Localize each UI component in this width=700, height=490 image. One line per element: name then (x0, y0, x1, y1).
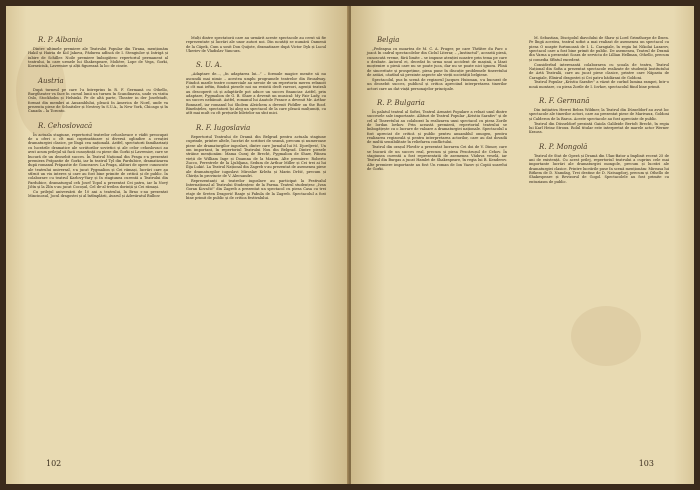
paragraph: Spectacolul, pus în scenă de regizorul Jacques Huisman, s-a bucurat de un deosebit succes, publicul și critica apreciind interpretarea tinerilor actori care au dat viață personajelor principale. (367, 77, 507, 91)
paragraph: Cu prilejul aniversării de 10 ani a teatrului, la Brno s-au prezentat Mincinosul, Jocul dragostei și al întîmplării, Avarul și Adevăratul Bulbov. (28, 189, 168, 199)
right-column-2 (529, 36, 669, 185)
paragraph: M. Sebastian, Discipolul diavolului de Shaw și Lord Grimthorpe de Ibsen. Pe lîngă acestea, teatrul sofiot a mai realizat de asemenea un spectacol cu piesa O noapte furtunoasă de I. L. Caragiale, în regia lui Nikolai Lazarov, spectacol care a fost bine primit de public. De asemenea, Teatrul de Dramă din Varna a prezentat Scara de serviciu de Lillian Hellman, Othello, precum și comedia Sfîntul excedent. (529, 36, 669, 62)
paragraph: Mulți dintre spectatorii care au urmărit aceste spectacole au cerut să fie reprezentate și lucrări ale unor autori noi. Din noutăți se numără Oamenii de la Căpek, Cum a sosit Don Quijote, dramatizare după Victor Dyk și Lucul Ukeriev de Vladislav Vancura. (186, 36, 326, 54)
paragraph: După turneul pe care l-a întreprins în R. F. Germană cu Othello, Burgtheater va face în cursul lunii un turneu în Scandinavia, unde va vizita Oslo, Stockholm și Helsinki. Pe de altă parte, Theater in der Josefstadt, format din membri ai Ansamblului, pleacă în America de Nord, unde va prezenta piese de Schnitzler și Nestroy în S.U.A., la New York, Chicago și în Canada – la Toronto. (28, 87, 168, 114)
paragraph: În palatul teatral al Sofiei, Teatrul Armatei Populare a reluat unul dintre succesele sale importante. Alături de Teatrul Popular „Kristiu Sarafov” și de cel al Tineretului au colaborat la realizarea unui spectacol cu piesa Zorile de Iordan Iovkov. Prin această premieră, repertoriul teatrului se îmbogățește cu o lucrare de valoare a dramaturgiei naționale. Spectacolul a fost apreciat de critică și public pentru ansamblul omogen, pentru realizarea regizorală și pentru interpretarea actorilor, care au dat dovadă de multă sensibilitate în reliefarea conflictului. (367, 109, 507, 145)
paragraph: Teatrul din Düsseldorf prezintă Gaiola Galileide Bertolt Brecht, în regia lui Karl Heinz Stroux. Rolul titular este interpretat de marele actor Werner Krauss. (529, 121, 669, 135)
paragraph: Considerînd interesantă colaborarea cu școala de teatru, Teatrul Național din Sofia a prezentat spectacole realizate de studenții Institutului de Artă Teatrală, care au jucat piese clasice, printre care Năpasta de Caragiale, Elixirul dragostei și Cei patru bădărani de Goldoni. (529, 62, 669, 80)
right-column-1 (367, 36, 507, 172)
section-heading: R. F. Iugoslavia (196, 123, 251, 132)
section-heading: Austria (38, 76, 64, 85)
paragraph: Reprezentanți ai teatrelor iugoslave au participat la Festivalul Internațional al Teatrului Studențesc de la Parma. Teatrul studențesc „Ivan Goran Kovačić” din Zagreb a prezentat un spectacol cu piesa Casa cu trei etaje de Sreten Dragović Ranje și Fabula de la Zagreb. Spectacolul a fost bine primit de public și de critica festivalului. (186, 178, 326, 201)
paragraph: „Adaptare de..., „în adaptarea lui...” – formule magice menite să nu ascundă mai nimic – acestea umplu programele teatrelor din Broadway. Fiindcă marile teatre comerciale au nevoie de un repertoriu mereu reînnoit și cît mai ieftin, fiindcă piesele noi nu rezistă decît rareori, agenții teatrali au descoperit că și adaptările pot aduce un succes financiar. Astfel, prin adaptare, Pygmalion de G. B. Shaw a devenit un musical: My Fair Lady, cu un succes nebănuit. Astfel, romanul lui Anatole France a devenit Mr. Arthur Bonnard, iar romanul lui Sholem Aleichem a devenit Fiddler on the Roof. Bineînțeles, spectatorii își aleg un spectacol de la care pleacă mulțumiți, cu atît mai mult cu cît prețurile biletelor nu sînt mici. (186, 72, 326, 116)
left-page (6, 6, 349, 484)
section-heading: R. F. Germană (539, 97, 590, 106)
section-heading: R. P. Bulgaria (377, 98, 425, 107)
paragraph: În actuala stagiune, repertoriul teatrelor cehoslovace e vădit preocupat de a oferi o cît mai cuprinzătoare și diversă oglindire a creației dramaturgiei clasice, pe lîngă cea națională. Astfel, spectatorii familiarizați cu lucrările dramatice ale scriitorilor sovietici și ale celor cehoslovaci au avut acum prilejul să facă cunoștință cu piese din Gorki și Lavreniov, care se bucură de un deosebit succes. În Teatrul Național din Praga s-a prezentat premiera Prăpastie de Gorki, iar în teatrul Tyl din Pardubice, dramatizarea după romanul Prăpastie de Goncearov. La Praga, alături de opere cunoscute ale teatrului universal, s-a jucat Pygmalion și Cei rămași, lucrări care au stîrnit un viu interes și care au fost bine primite de critică și de public. În colaborare cu teatrul Karlovy-Vary și în stagiunea curentă a Teatrului din Pardubice, dramaturgul ceh Josef Topol a prezentat Cei patru, iar la Nový Jičín și la Zlín s-au jucat Cocoșul, Cel de-al treilea dorință și Cei rămași. (28, 132, 168, 189)
section-heading: R. Cehoslovacă (38, 121, 93, 130)
section-heading: S. U. A. (196, 61, 222, 70)
page-number-right: 103 (638, 459, 654, 468)
section-heading: Belgia (377, 36, 400, 44)
paragraph: „Pedeapsa cu moartea de M. C. A. Pruger, pe care Théâtre du Parc o joacă în cadrul spectacolelor din Ciclul Literar, – „Instinctul”, această piesă, cunoscută vreme, fără limite – se impune atenției noastre prin tema pe care o dezbate. Autorul ei, decedat în urma unui accident de mașină, a lăsat moștenire o piesă care nu se poate juca, dar nu se poate nici ignora. Plină de sinceritate și prospețime, piesa pune în discuție problemele tineretului de astăzi, căutînd să prezinte aspecte ale vieții societății belgiene. (367, 47, 507, 78)
section-heading: R. P. Mongolă (539, 142, 588, 151)
left-column-1 (28, 36, 168, 199)
paragraph: Din inițiativa Herrei Bebra Wildner, la Teatrul din Düsseldorf au avut loc spectacole ale tinerilor actori, care au prezentat piese de Marivaux, Goldoni și Calderon de la Barca. Aceste spectacole au fost apreciate de public. (529, 108, 669, 121)
paragraph: Teatrul de Stat de Operă și Dramă din Ulan-Bator a împlinit recent 25 de ani de existență. Cu acest prilej, repertoriul teatrului a cuprins cele mai importante lucrări ale dramaturgiei mongole, precum și lucrări ale dramaturgiei clasice. Printre lucrările puse în scenă menționăm: Mireasa lui Bitkem de D. Namdag, Trei destine de D. Natsagdorj, precum și Othello de Shakespeare și Revizorul de Gogol. Spectacolele au fost primite cu entuziasm de public. (529, 153, 669, 184)
book-spread (6, 6, 694, 484)
paragraph: Teatrul din orașul Plovdiv a prezentat lucrarea Cei doi de V. Dimov, care se bucură de un succes real, precum și piesa Pescărușul de Cehov. În stagiunea curentă a fost reprezentată de asemenea Văduva veselă, iar Teatrul din Burgas a jucat Hamlet de Shakespeare, în regia lui B. Kenderov. Alte premiere importante au fost Un roman de Ion Vazov și Copiii soarelui de Gorki. (367, 145, 507, 171)
page-number-left: 102 (46, 459, 62, 468)
section-heading: R. P. Albania (38, 36, 83, 44)
paragraph: Teatrul Popular „Kristiu Sarafov” a văzut de curînd lumina rampei, într-o nouă montare, cu piesa Zorile de I. Iovkov, spectacolul fiind bine primit. (529, 80, 669, 89)
paragraph: Dintre ultimele premiere ale Teatrului Popular din Tirana, menționăm Hakil și Hairia de Kol Jakova, Pădurea adîncă de I. Stengiulov și Intrigă și iubire de Schiller. Noile premiere îmbogățesc repertoriul permanent al teatrului, în care urmele lui Shakespeare, Molière, Lope de Vega, Gorki, Korneiciuk, Lavreniov și alții figurează la loc de cinste. (28, 47, 168, 69)
right-page (351, 6, 694, 484)
paragraph: Repertoriul Teatrului de Dramă din Belgrad pentru actuala stagiune cuprinde, printre altele, lucrări de scriitori de seamă, precum și numeroase piese ale dramaturgilor iugoslavi, dintre care Jurnalul lui M. Djordjević, Un om important, în repertoriul Teatrului Nou din Belgrad. Dintre piesele străine menționăm: Mama Curaj de Brecht, Pygmalion de Shaw, Pâinea vieții de William Inge și Doamna de la Maxim. Alte premiere: Roberto Zucco, Ferestrele de la Ljubljana, Sedum de Arthur Miller și Cei trei ai lui Ilija Lukić. La Teatrul Național din Zagreb s-au prezentat de asemenea piese ale dramaturgilor iugoslavi Miroslav Krleža și Marin Držić, precum și Chirița în provincie de V. Alecsandri. (186, 134, 326, 178)
left-column-2 (186, 36, 326, 201)
